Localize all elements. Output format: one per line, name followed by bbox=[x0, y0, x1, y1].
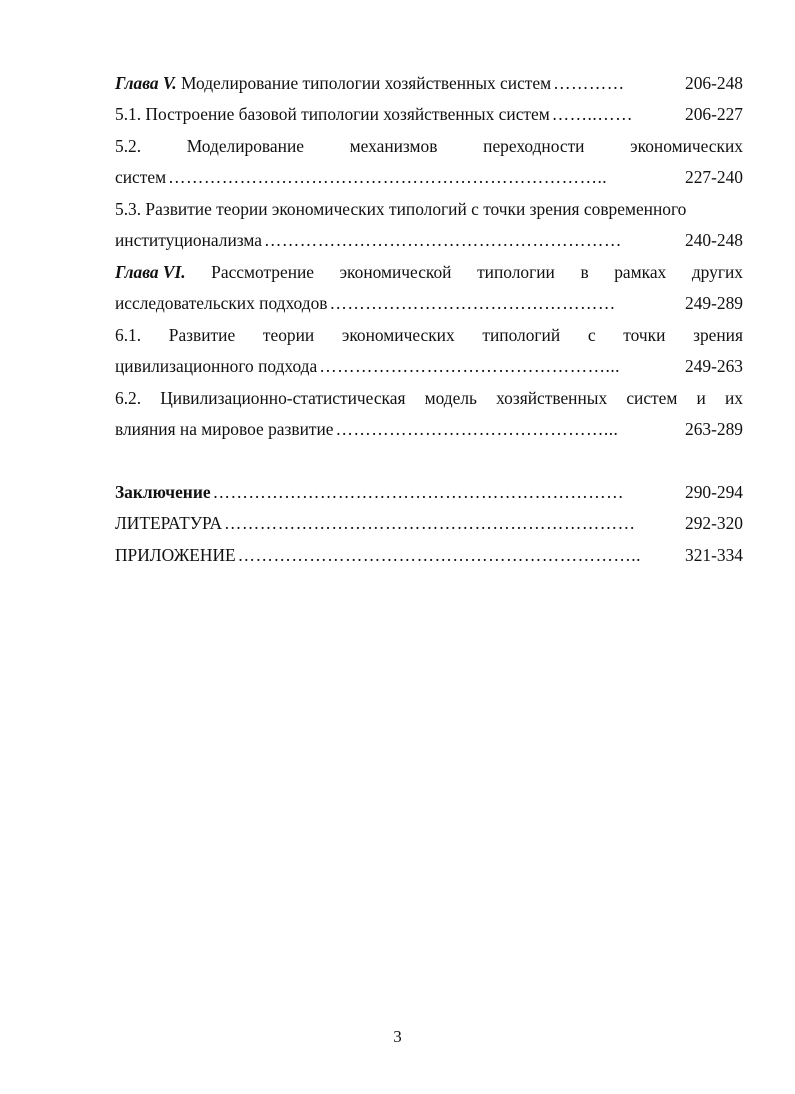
word: систем bbox=[626, 388, 678, 408]
page-range: 321-334 bbox=[685, 545, 743, 565]
section-title-cont: систем bbox=[115, 167, 167, 187]
word: с bbox=[587, 325, 596, 345]
leader-dots: ……………………………………………………………….. bbox=[168, 167, 608, 187]
leader-dots: …………………………………………………………… bbox=[212, 482, 625, 502]
toc-entry-5-2-line1 bbox=[115, 135, 743, 157]
toc-entry-5-1 bbox=[115, 103, 743, 125]
leader-dots: ………………………………………... bbox=[335, 419, 619, 439]
word: типологии bbox=[477, 262, 555, 282]
toc-entry-chapter-6-line2 bbox=[115, 292, 743, 314]
section-title: 5.1. Построение базовой типологии хозяйственных систем bbox=[115, 104, 550, 124]
leader-dots: …………………………………………………… bbox=[264, 230, 622, 250]
page-range: 263-289 bbox=[685, 419, 743, 439]
toc-entry-5-3-line1 bbox=[115, 198, 743, 220]
section-title: 5.3. Развитие теории экономических типологий с точки зрения современного bbox=[115, 199, 687, 219]
appendix-title: ПРИЛОЖЕНИЕ bbox=[115, 545, 236, 565]
word: Рассмотрение bbox=[211, 262, 315, 282]
conclusion-title: Заключение bbox=[115, 482, 211, 502]
word: 6.2. bbox=[115, 388, 142, 408]
toc-entry-6-1-line2 bbox=[115, 355, 743, 377]
word: теории bbox=[262, 325, 315, 345]
toc-entry-appendix bbox=[115, 544, 743, 566]
leader-dots: ………………………………………… bbox=[329, 293, 616, 313]
page-range: 206-227 bbox=[685, 104, 743, 124]
word: рамках bbox=[614, 262, 667, 282]
word: экономических bbox=[341, 325, 455, 345]
leader-dots: ……..…… bbox=[551, 104, 633, 124]
page-range: 292-320 bbox=[685, 513, 743, 533]
page-range: 240-248 bbox=[685, 230, 743, 250]
toc-entry-5-3-line2 bbox=[115, 229, 743, 251]
page-range: 206-248 bbox=[685, 73, 743, 93]
section-title-cont: институционализма bbox=[115, 230, 263, 250]
chapter-title-cont: исследовательских подходов bbox=[115, 293, 328, 313]
toc-entry-literature bbox=[115, 512, 743, 534]
toc-entry-6-2-line1 bbox=[115, 387, 743, 409]
chapter-title: Моделирование типологии хозяйственных систем bbox=[180, 73, 552, 93]
word: хозяйственных bbox=[496, 388, 608, 408]
page-range: 227-240 bbox=[685, 167, 743, 187]
toc-entry-5-2-line2 bbox=[115, 166, 743, 188]
leader-dots: ………………………………………………………….. bbox=[237, 545, 641, 565]
literature-title: ЛИТЕРАТУРА bbox=[115, 513, 223, 533]
word: модель bbox=[424, 388, 477, 408]
word: Цивилизационно-статистическая bbox=[160, 388, 406, 408]
page-range: 249-263 bbox=[685, 356, 743, 376]
word: 5.2. bbox=[115, 136, 142, 156]
word: и bbox=[696, 388, 706, 408]
leader-dots: ………… bbox=[553, 73, 625, 93]
page-range: 249-289 bbox=[685, 293, 743, 313]
page-range: 290-294 bbox=[685, 482, 743, 502]
toc-entry-chapter-5 bbox=[115, 72, 743, 94]
word: 6.1. bbox=[115, 325, 142, 345]
leader-dots: …………………………………………………………… bbox=[224, 513, 636, 533]
word: Моделирование bbox=[186, 136, 304, 156]
chapter-label: Глава V. bbox=[115, 73, 177, 93]
word: других bbox=[691, 262, 743, 282]
word: экономических bbox=[630, 136, 743, 156]
leader-dots: …………………………………………... bbox=[319, 356, 621, 376]
word: переходности bbox=[483, 136, 585, 156]
toc-entry-chapter-6-line1 bbox=[115, 261, 743, 283]
page-number: 3 bbox=[393, 1027, 402, 1046]
toc-text bbox=[115, 72, 551, 94]
word: зрения bbox=[693, 325, 743, 345]
section-title-cont: влияния на мировое развитие bbox=[115, 419, 334, 439]
word: типологий bbox=[482, 325, 561, 345]
word: экономической bbox=[339, 262, 452, 282]
section-title-cont: цивилизационного подхода bbox=[115, 356, 318, 376]
word: их bbox=[724, 388, 743, 408]
word: в bbox=[580, 262, 589, 282]
word: механизмов bbox=[349, 136, 438, 156]
chapter-label: Глава VI. bbox=[115, 262, 186, 282]
toc-entry-6-2-line2 bbox=[115, 418, 743, 440]
word: точки bbox=[623, 325, 666, 345]
toc-entry-6-1-line1 bbox=[115, 324, 743, 346]
word: Развитие bbox=[168, 325, 236, 345]
toc-entry-conclusion bbox=[115, 481, 743, 503]
